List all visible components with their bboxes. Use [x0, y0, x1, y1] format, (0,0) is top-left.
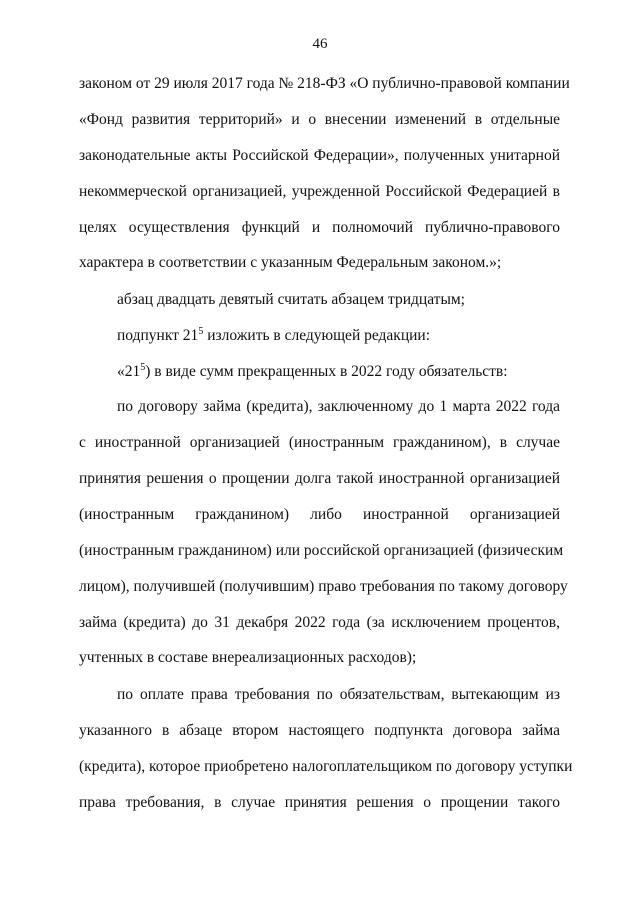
text-line-9: [117, 361, 560, 383]
text-line-12: принятия решения о прощении долга такой иностранной организацией: [79, 470, 560, 487]
page-number: 46: [312, 36, 328, 52]
superscript: 5: [140, 361, 146, 373]
text-line-20: (кредита), которое приобретено налогоплательщиком по договору уступки: [79, 758, 573, 775]
text-line-11: с иностранной организацией (иностранным гражданином), в случае: [79, 434, 560, 451]
superscript: 5: [198, 325, 204, 337]
text-run: «21: [117, 363, 141, 380]
text-line-19: указанного в абзаце втором настоящего подпункта договора займа: [79, 722, 560, 739]
text-line-4: некоммерческой организацией, учрежденной Российской Федерацией в: [79, 183, 560, 200]
text-run: ) в виде сумм прекращенных в 2022 году обязательств:: [145, 363, 508, 380]
text-line-6: характера в соответствии с указанным Федеральным законом.»;: [79, 254, 502, 271]
text-line-18: по оплате права требования по обязательствам, вытекающим из: [117, 686, 560, 703]
text-line-3: законодательные акты Российской Федерации», полученных унитарной: [79, 147, 560, 164]
text-line-7: абзац двадцать девятый считать абзацем тридцатым;: [117, 291, 465, 308]
text-line-8: [117, 325, 560, 347]
text-line-5: целях осуществления функций и полномочий публично-правового: [79, 219, 560, 236]
text-run: изложить в следующей редакции:: [203, 327, 431, 344]
text-line-17: учтенных в составе внереализационных расходов);: [79, 649, 417, 666]
text-line-14: (иностранным гражданином) или российской организацией (физическим: [79, 542, 564, 559]
text-line-2: «Фонд развития территорий» и о внесении изменений в отдельные: [79, 111, 560, 128]
text-line-1: законом от 29 июля 2017 года № 218-ФЗ «О публично-правовой компании: [79, 75, 570, 92]
text-line-10: по договору займа (кредита), заключенному до 1 марта 2022 года: [117, 398, 560, 415]
text-line-21: права требования, в случае принятия решения о прощении такого: [79, 794, 560, 811]
text-line-16: займа (кредита) до 31 декабря 2022 года (за исключением процентов,: [79, 614, 560, 631]
text-line-15: лицом), получившей (получившим) право требования по такому договору: [79, 578, 568, 595]
text-line-13: (иностранным гражданином) либо иностранной организацией: [79, 506, 560, 523]
text-run: подпункт 21: [117, 327, 199, 344]
